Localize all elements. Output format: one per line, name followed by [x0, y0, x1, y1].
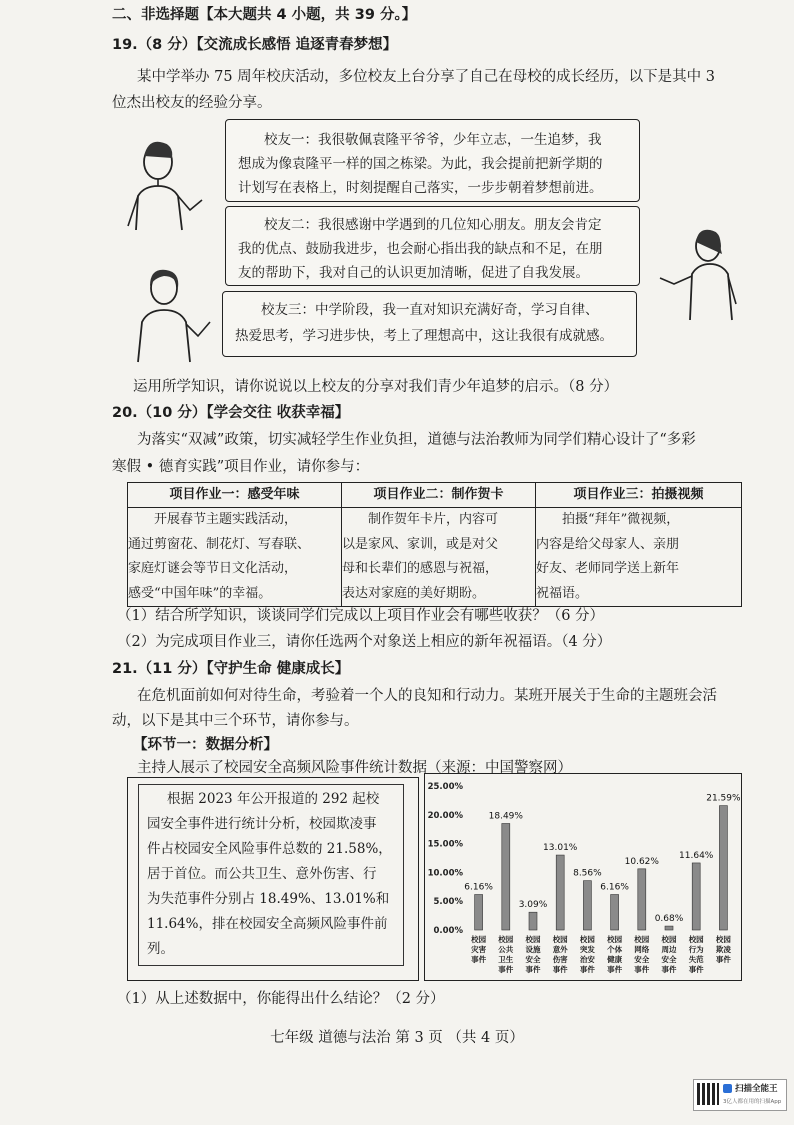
bar-value-label: 6.16% [600, 882, 629, 893]
section-title: 二、非选择题【本大题共 4 小题，共 39 分。】 [112, 7, 417, 23]
bar-value-label: 21.59% [706, 793, 741, 804]
female-alumnus-illustration [656, 224, 742, 324]
alumnus-1-bubble [225, 119, 640, 202]
bar-value-label: 3.09% [518, 900, 548, 911]
bubble-line: 我的优点、鼓励我进步，也会耐心指出我的缺点和不足，在朋 [238, 241, 603, 257]
bar [692, 863, 700, 930]
x-category-label: 事件 [471, 955, 487, 964]
x-category-label: 校园 [634, 935, 650, 944]
stats-line: 列。 [147, 941, 174, 957]
x-category-label: 事件 [498, 965, 514, 974]
y-tick-label: 20.00% [427, 810, 463, 821]
q21-step1: 【环节一：数据分析】 [133, 737, 278, 753]
q21-host-text: 主持人展示了校园安全高频风险事件统计数据（来源：中国警察网） [137, 760, 572, 776]
q20-intro-line: 寒假 • 德育实践”项目作业，请你参与： [112, 459, 370, 475]
x-category-label: 校园 [552, 935, 568, 944]
x-category-label: 事件 [634, 965, 650, 974]
bar-value-label: 10.62% [624, 856, 659, 867]
project-1-content: 开展春节主题实践活动， 通过剪窗花、制花灯、写春联、 家庭灯谜会等节日文化活动， 感受“中国年味”的幸福。 [128, 508, 342, 607]
q21-header: 21.（11 分）【守护生命 健康成长】 [112, 661, 350, 677]
alumnus-3-bubble [222, 291, 637, 357]
risk-chart-frame [424, 773, 742, 981]
x-category-label: 健康 [607, 955, 623, 964]
x-category-label: 意外 [552, 945, 568, 954]
risk-bar-chart [425, 774, 741, 980]
bar [719, 806, 727, 930]
x-category-label: 事件 [552, 965, 568, 974]
x-category-label: 校园 [471, 935, 487, 944]
y-tick-label: 10.00% [427, 868, 463, 879]
bar [665, 926, 673, 930]
y-tick-label: 0.00% [433, 926, 463, 936]
stats-line: 件占校园安全风险事件总数的 21.58%， [147, 841, 392, 857]
bar [611, 895, 619, 930]
x-category-label: 行为 [688, 945, 704, 954]
bar-value-label: 13.01% [543, 843, 578, 854]
y-tick-label: 5.00% [433, 897, 463, 908]
x-category-label: 安全 [525, 955, 541, 964]
q21-intro-line: 在危机面前如何对待生命，考验着一个人的良知和行动力。某班开展关于生命的主题班会活 [137, 688, 717, 704]
bubble-line: 校友三：中学阶段，我一直对知识充满好奇，学习自律、 [261, 302, 599, 318]
scanner-badge [693, 1079, 787, 1111]
x-category-label: 事件 [525, 965, 541, 974]
x-category-label: 事件 [661, 965, 677, 974]
q20-intro-line: 为落实“双减”政策，切实减轻学生作业负担，道德与法治教师为同学们精心设计了“多彩 [137, 432, 696, 448]
bubble-line: 友的帮助下，我对自己的认识更加清晰，促进了自我发展。 [238, 265, 589, 281]
x-category-label: 网络 [634, 945, 650, 954]
x-category-label: 卫生 [498, 955, 514, 964]
bar [529, 912, 537, 930]
project-3-content: 拍摄“拜年”微视频， 内容是给父母家人、亲朋 好友、老师同学送上新年 祝福语。 [536, 508, 742, 607]
x-category-label: 设施 [525, 945, 541, 954]
x-category-label: 治安 [579, 955, 595, 964]
statistics-inner-frame [138, 784, 404, 966]
x-category-label: 校园 [715, 935, 731, 944]
bubble-line: 校友二：我很感谢中学遇到的几位知心朋友。朋友会肯定 [264, 217, 602, 233]
x-category-label: 事件 [688, 965, 704, 974]
project-2-title: 项目作业二：制作贺卡 [342, 483, 536, 508]
x-category-label: 伤害 [552, 955, 568, 964]
bar [502, 823, 510, 930]
q20-sub2: （2）为完成项目作业三，请你任选两个对象送上相应的新年祝福语。（4 分） [117, 634, 612, 650]
statistics-text-box [127, 777, 419, 981]
q21-intro-line: 动，以下是其中三个环节，请你参与。 [112, 713, 359, 729]
scanner-tagline: 3亿人都在用的扫描App [723, 1099, 782, 1105]
stats-line: 为失范事件分别占 18.49%、13.01%和 [147, 891, 390, 907]
x-category-label: 欺凌 [715, 945, 731, 954]
female-alumnus-illustration [134, 264, 214, 364]
camscanner-logo-icon [723, 1084, 732, 1093]
y-tick-label: 15.00% [427, 839, 463, 850]
stats-line: 园安全事件进行统计分析，校园欺凌事 [147, 816, 377, 832]
qr-code-icon [697, 1083, 719, 1105]
bubble-line: 热爱思考，学习进步快，考上了理想高中，这让我很有成就感。 [235, 328, 613, 344]
x-category-label: 事件 [715, 955, 731, 964]
x-category-label: 校园 [607, 935, 623, 944]
bubble-line: 想成为像袁隆平一样的国之栋梁。为此，我会提前把新学期的 [238, 156, 603, 172]
x-category-label: 校园 [525, 935, 541, 944]
x-category-label: 失范 [688, 955, 704, 964]
bar-value-label: 0.68% [654, 914, 684, 925]
bar [475, 895, 483, 930]
alumnus-2-bubble [225, 206, 640, 286]
q19-question: 运用所学知识，请你说说以上校友的分享对我们青少年追梦的启示。（8 分） [133, 379, 619, 395]
x-category-label: 事件 [607, 965, 623, 974]
q19-intro-line: 位杰出校友的经验分享。 [112, 95, 272, 111]
stats-line: 11.64%，排在校园安全高频风险事件前 [147, 916, 388, 932]
q20-header: 20.（10 分）【学会交往 收获幸福】 [112, 405, 350, 421]
scanner-name: 扫描全能王 [735, 1084, 778, 1094]
project-3-title: 项目作业三：拍摄视频 [536, 483, 742, 508]
bar-value-label: 18.49% [488, 811, 523, 822]
project-1-title: 项目作业一：感受年味 [128, 483, 342, 508]
bar [583, 881, 591, 930]
x-category-label: 灾害 [471, 945, 487, 954]
y-tick-label: 25.00% [427, 782, 463, 792]
bubble-line: 计划写在表格上，时刻提醒自己落实，一步步朝着梦想前进。 [238, 180, 603, 196]
x-category-label: 公共 [498, 945, 514, 954]
project-table [127, 482, 742, 607]
stats-line: 居于首位。而公共卫生、意外伤害、行 [147, 866, 377, 882]
bubble-line: 校友一：我很敬佩袁隆平爷爷，少年立志，一生追梦，我 [264, 132, 602, 148]
x-category-label: 安全 [634, 955, 650, 964]
x-category-label: 周边 [661, 945, 677, 954]
x-category-label: 校园 [688, 935, 704, 944]
x-category-label: 突发 [579, 945, 595, 954]
q20-sub1: （1）结合所学知识，谈谈同学们完成以上项目作业会有哪些收获？（6 分） [117, 608, 605, 624]
q19-header: 19.（8 分）【交流成长感悟 追逐青春梦想】 [112, 37, 398, 53]
male-alumnus-illustration [124, 134, 204, 234]
bar-value-label: 11.64% [679, 850, 714, 861]
q19-intro-line: 某中学举办 75 周年校庆活动，多位校友上台分享了自己在母校的成长经历，以下是其中 3 [137, 69, 715, 85]
x-category-label: 校园 [579, 935, 595, 944]
project-2-content: 制作贺年卡片，内容可 以是家风、家训，或是对父 母和长辈们的感恩与祝福， 表达对家庭的美好期盼。 [342, 508, 536, 607]
x-category-label: 个体 [607, 945, 623, 954]
bar [638, 869, 646, 930]
x-category-label: 事件 [579, 965, 595, 974]
q21-sub1: （1）从上述数据中，你能得出什么结论？（2 分） [117, 991, 445, 1007]
x-category-label: 校园 [498, 935, 514, 944]
page-footer: 七年级 道德与法治 第 3 页 （共 4 页） [270, 1030, 524, 1046]
bar-value-label: 8.56% [573, 868, 602, 879]
x-category-label: 校园 [661, 935, 677, 944]
bar [556, 855, 564, 930]
stats-line: 根据 2023 年公开报道的 292 起校 [167, 791, 380, 807]
x-category-label: 安全 [661, 955, 677, 964]
bar-value-label: 6.16% [464, 882, 493, 893]
